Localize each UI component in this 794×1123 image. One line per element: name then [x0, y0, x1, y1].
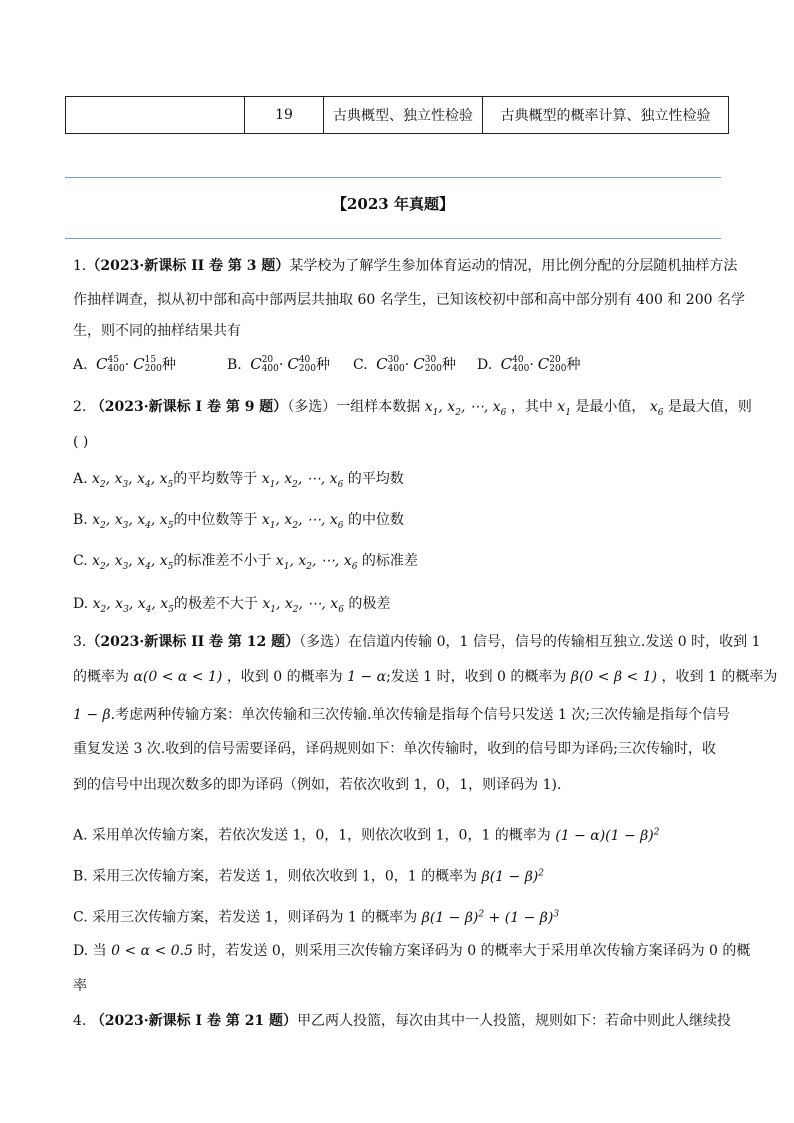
q2-option-b: B. $x_2$, $x_3$, $x_4$, $x_5$的中位数等于 $x_1$, $x_2$, ⋯, $x_6$ 的中位数 — [73, 512, 404, 531]
q2-option-a: A. $x_2$, $x_3$, $x_4$, $x_5$的平均数等于 $x_1$, $x_2$, ⋯, $x_6$ 的平均数 — [73, 471, 404, 490]
q4-source: （2023·新课标 I 卷 第 21 题） — [90, 1013, 298, 1029]
q3-line4: 重复发送 3 次.收到的信号需要译码，译码规则如下：单次传输时，收到的信号即为译码;三次传输时，收 — [73, 741, 716, 757]
q2-source: （2023·新课标 I 卷 第 9 题） — [90, 399, 288, 415]
q3-line5: 到的信号中出现次数多的即为译码（例如，若依次收到 1，0，1，则译码为 1). — [73, 777, 562, 793]
q1-option-d: D. C40 400· C20 200种 — [477, 355, 581, 374]
q3-option-c: C. 采用三次传输方案，若发送 1，则译码为 1 的概率为 $\beta(1 - \beta)^2 + (1 - \beta)^3$ — [73, 909, 560, 926]
q3-line2: 的概率为 α(0 < α < 1) ，收到 0 的概率为 1 − α;发送 1 时，收到 0 的概率为 β(0 < β < 1) ，收到 1 的概率为 — [73, 669, 778, 685]
q3-option-a: A. 采用单次传输方案，若依次发送 1，0，1，则依次收到 1，0，1 的概率为 $(1 - \alpha)(1 - \beta)^2$ — [73, 827, 660, 844]
section-title: 【2023 年真题】 — [332, 195, 454, 213]
q1-option-c: C. C30 400· C30 200种 — [353, 355, 456, 374]
q3-option-d-line2: 率 — [73, 978, 87, 994]
table-cell-topic — [66, 97, 245, 134]
q1-source: （2023·新课标 II 卷 第 3 题） — [86, 258, 290, 274]
q1-line2: 作抽样调查，拟从初中部和高中部两层共抽取 60 名学生，已知该校初中部和高中部分别有 400 和 200 名学 — [73, 292, 745, 308]
divider-top — [65, 177, 721, 178]
q2-option-d: D. $x_2$, $x_3$, $x_4$, $x_5$的极差不大于 $x_1$, $x_2$, ⋯, $x_6$ 的极差 — [73, 596, 391, 615]
q3-option-d-line1: D. 当 0 < α < 0.5 时，若发送 0，则采用三次传输方案译码为 0 的概率大于采用单次传输方案译码为 0 的概 — [73, 943, 751, 959]
q1-option-b: B. C20 400· C40 200种 — [227, 355, 330, 374]
table-row — [66, 97, 729, 134]
q3-line3: 1 − β.考虑两种传输方案：单次传输和三次传输.单次传输是指每个信号只发送 1 次;三次传输是指每个信号 — [73, 707, 731, 723]
q2-line1: 2. （2023·新课标 I 卷 第 9 题）（多选）一组样本数据 $x_1$, $x_2$, ⋯, $x_6$ ，其中 $x_1$ 是最小值， $x_6$ 是最大值，则 — [73, 399, 752, 418]
q3-source: （2023·新课标 II 卷 第 12 题） — [86, 634, 300, 650]
q1-number: 1. — [73, 258, 87, 274]
q4-line1: 4. （2023·新课标 I 卷 第 21 题）甲乙两人投篮，每次由其中一人投篮，规则如下：若命中则此人继续投 — [73, 1013, 732, 1029]
divider-bottom — [65, 238, 721, 239]
q1-option-a: A. C45 400· C15 200种 — [73, 355, 176, 374]
q2-line2: ( ) — [73, 434, 89, 450]
topic-table — [65, 96, 729, 134]
q1-line1: 1.（2023·新课标 II 卷 第 3 题）某学校为了解学生参加体育运动的情况，用比例分配的分层随机抽样方法 — [73, 258, 738, 274]
q3-option-b: B. 采用三次传输方案，若发送 1，则依次收到 1，0，1 的概率为 $\beta(1 - \beta)^2$ — [73, 868, 545, 885]
q2-option-c: C. $x_2$, $x_3$, $x_4$, $x_5$的标准差不小于 $x_1$, $x_2$, ⋯, $x_6$ 的标准差 — [73, 553, 418, 572]
table-cell-knowledge: 古典概型的概率计算、独立性检验 — [483, 97, 729, 134]
q3-line1: 3.（2023·新课标 II 卷 第 12 题）（多选）在信道内传输 0，1 信号，信号的传输相互独立.发送 0 时，收到 1 — [73, 634, 761, 650]
table-cell-question-number: 19 — [245, 97, 324, 134]
table-cell-category: 古典概型、独立性检验 — [324, 97, 483, 134]
q1-line3: 生，则不同的抽样结果共有 — [73, 323, 241, 339]
